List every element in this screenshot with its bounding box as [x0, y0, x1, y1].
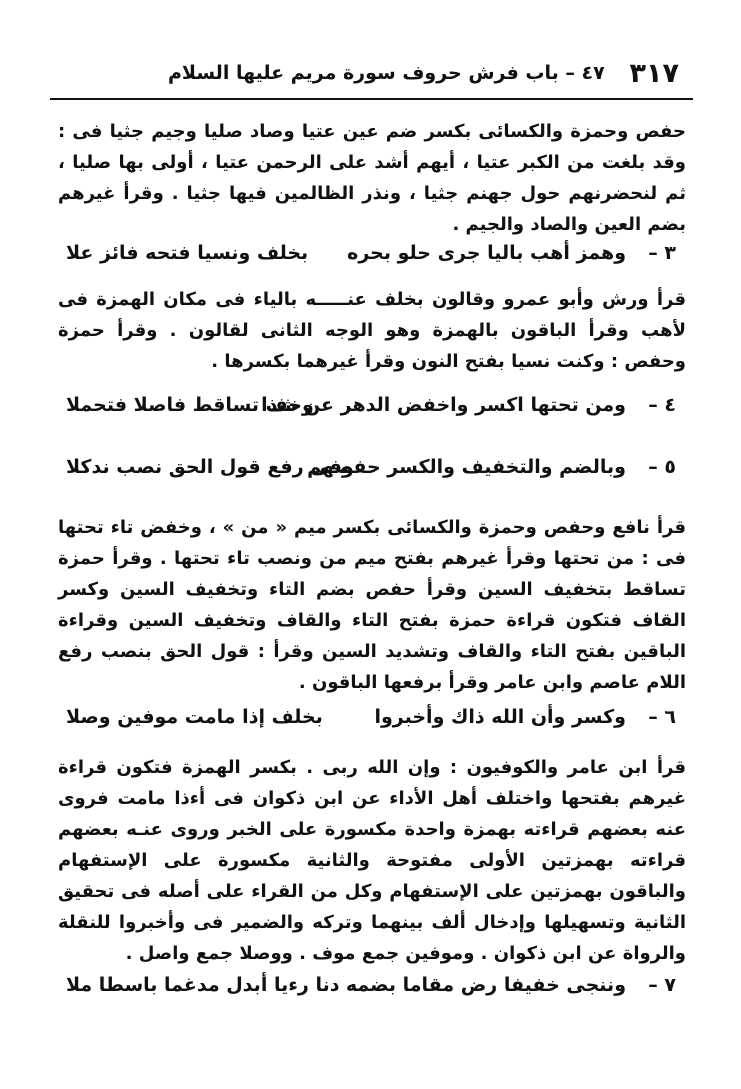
verse-second-hemistich: بخلف ونسيا فتحه فائز علا — [66, 242, 309, 264]
verse-first-hemistich: وننجى خفيفا رض مقاما بضمه — [345, 974, 626, 996]
chapter-title: ٤٧ – باب فرش حروف سورة مريم عليها السلام — [168, 62, 605, 84]
verse-line-6 — [58, 700, 686, 740]
verse-line-7 — [58, 968, 686, 1008]
commentary-paragraph-3: قرأ نافع وحفص وحمزة والكسائى بكسر ميم « من » ، وخفض تاء تحتها فى : من تحتها وقرأ غيرهم بفتح ميم من ونصب تاء تحتها . وقرأ حمزة تساقط بتخفيف السين وقرأ حفص بضم التاء وتخفيف السين وكسر القاف فتكون قراءة حمزة بفتح التاء والقاف وتخفيف السين وقراءة الباقين بفتح التاء والقاف وتشديد السين وقرأ : قول الحق بنصب رفع اللام عاصم وابن عامر وقرأ برفعها الباقون . — [58, 517, 686, 693]
verse-line-3 — [58, 236, 686, 276]
commentary-paragraph-1: حفص وحمزة والكسائى بكسر ضم عين عتيا وصاد صليا وجيم جثيا فى : وقد بلغت من الكبر عتيا ، أيهم أشد على الرحمن عتيا ، أولى بها صليا ، ثم لنحضرنهم حول جهنم جثيا ، ونذر الظالمين فيها جثيا . وقرأ غيرهم بضم العين والصاد والجيم . — [58, 121, 686, 235]
commentary-paragraph-2: قرأ ورش وأبو عمرو وقالون بخلف عنـــــه بالياء فى مكان الهمزة فى لأهب وقرأ الباقون بالهمزة وهو الوجه الثانى لقالون . وقرأ حمزة وحفص : وكنت نسيا بفتح النون وقرأ غيرهما بكسرها . — [58, 289, 686, 372]
verse-line-4 — [58, 388, 686, 428]
verse-number: ٦ – — [648, 706, 676, 728]
verse-first-hemistich: ومن تحتها اكسر واخفض الدهر عن شذا — [261, 394, 626, 416]
verse-first-hemistich: وكسر وأن الله ذاك وأخبروا — [374, 706, 626, 728]
commentary-paragraph-4: قرأ ابن عامر والكوفيون : وإن الله ربى . بكسر الهمزة فتكون قراءة غيرهم بفتحها واختلف أهل الأداء عن ابن ذكوان فى أءذا مامت فروى عنه بعضهم قراءته بهمزة واحدة مكسورة على الخبر وروى عنـه بعضهم قراءته بهمزتين الأولى مفتوحة والثانية مكسورة على الإستفهام والباقون بهمزتين على الإستفهام وكل من القراء على أصله فى تحقيق الثانية وتسهيلها وإدخال ألف بينهما وتركه والضمير فى وأخبروا للنقلة والرواة عن ابن ذكوان . وموفين جمع موف . ووصلا جمع واصل . — [58, 757, 686, 964]
verse-line-5 — [58, 450, 686, 490]
verse-number: ٣ – — [648, 242, 676, 264]
verse-first-hemistich: وهمز أهب باليا جرى حلو بحره — [347, 242, 626, 264]
verse-number: ٤ – — [648, 394, 676, 416]
page-header — [50, 58, 693, 100]
verse-second-hemistich: وفى رفع قول الحق نصب ندكلا — [66, 456, 354, 478]
verse-number: ٥ – — [648, 456, 676, 478]
verse-second-hemistich: وخف تساقط فاصلا فتحملا — [66, 394, 314, 416]
page-number: ٣١٧ — [629, 58, 679, 89]
verse-number: ٧ – — [648, 974, 676, 996]
verse-first-hemistich: وبالضم والتخفيف والكسر حفصهم — [307, 456, 626, 478]
verse-second-hemistich: دنا رءيا أبدل مدغما باسطا ملا — [66, 974, 340, 996]
verse-second-hemistich: بخلف إذا مامت موفين وصلا — [66, 706, 323, 728]
